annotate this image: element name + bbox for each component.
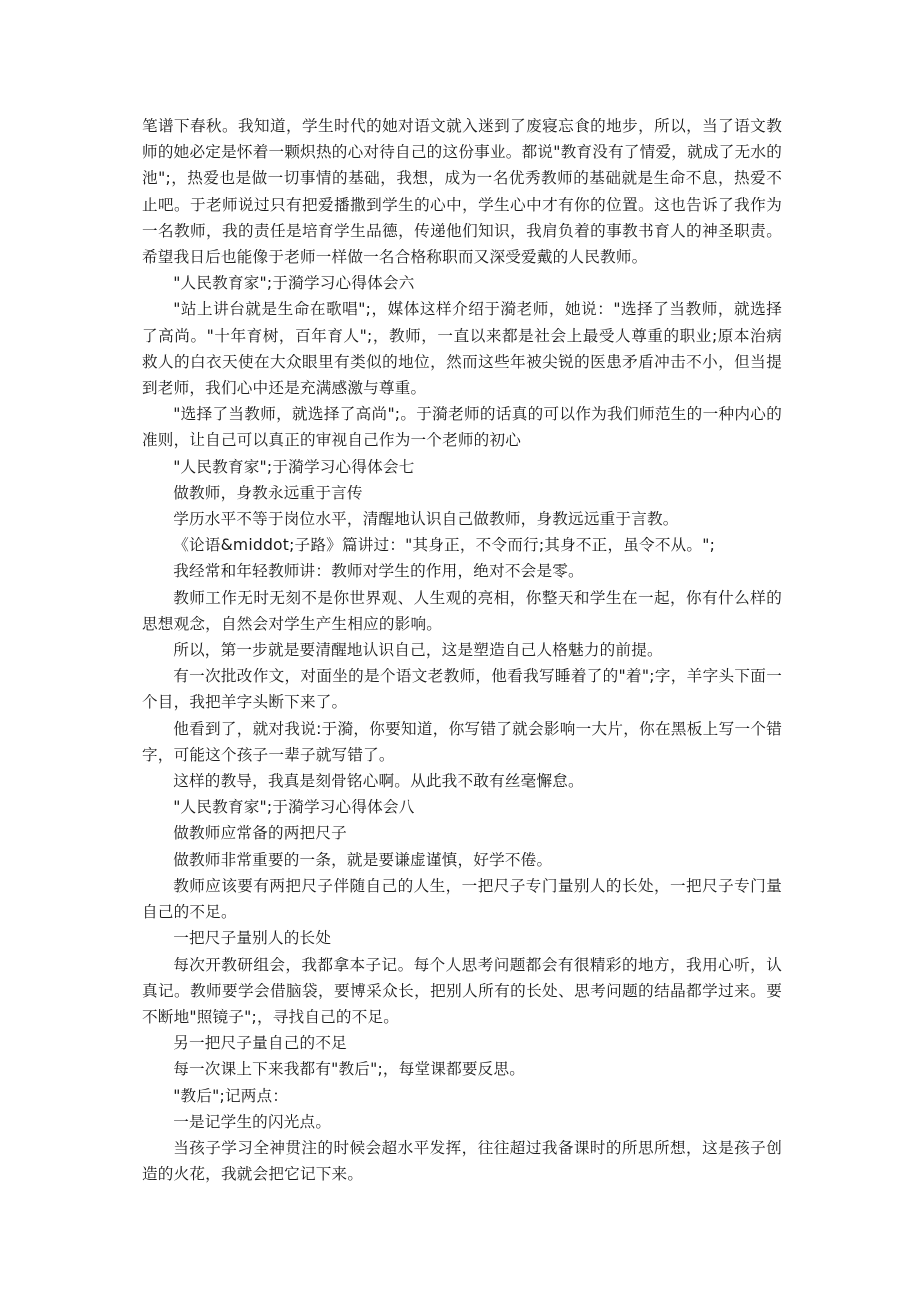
paragraph: 做教师非常重要的一条，就是要谦虚谨慎，好学不倦。 (173, 850, 553, 869)
paragraph: 他看到了，就对我说:于漪，你要知道，你写错了就会影响一大片，你在黑板上写一个错字，可能这个孩子一辈子就写错了。 (142, 719, 782, 764)
sub-heading: 一把尺子量别人的长处 (173, 929, 332, 948)
paragraph: 一是记学生的闪光点。 (173, 1112, 332, 1131)
sub-heading: 做教师应常备的两把尺子 (173, 824, 347, 843)
paragraph: "站上讲台就是生命在歌唱";，媒体这样介绍于漪老师，她说："选择了当教师，就选择了高尚。"十年育树，百年育人";，教师，一直以来都是社会上最受人尊重的职业;原本治病救人的白衣天使在大众眼里有类似的地位，然而这些年被尖锐的医患矛盾冲击不小，但当提到老师，我们心中还是充满感激与尊重。 (142, 300, 782, 398)
paragraph: "选择了当教师，就选择了高尚";。于漪老师的话真的可以作为我们师范生的一种内心的准则，让自己可以真正的审视自己作为一个老师的初心 (142, 405, 782, 450)
paragraph: 当孩子学习全神贯注的时候会超水平发挥，往往超过我备课时的所思所想，这是孩子创造的火花，我就会把它记下来。 (142, 1138, 782, 1184)
paragraph: "教后";记两点： (173, 1086, 289, 1105)
paragraph: 每一次课上下来我都有"教后";，每堂课都要反思。 (173, 1060, 526, 1079)
paragraph: 教师工作无时无刻不是你世界观、人生观的亮相，你整天和学生在一起，你有什么样的思想观念，自然会对学生产生相应的影响。 (142, 588, 782, 633)
section-heading: "人民教育家";于漪学习心得体会六 (173, 274, 415, 293)
paragraph: 笔谱下春秋。我知道，学生时代的她对语文就入迷到了废寝忘食的地步，所以，当了语文教师的她必定是怀着一颗炽热的心对待自己的这份事业。都说"教育没有了情爱，就成了无水的池";，热爱也是做一切事情的基础，我想，成为一名优秀教师的基础就是生命不息，热爱不止吧。于老师说过只有把爱播撒到学生的心中，学生心中才有你的位置。这也告诉了我作为一名教师，我的责任是培育学生品德，传递他们知识，我肩负着的事教书育人的神圣职责。希望我日后也能像于老师一样做一名合格称职而又深受爱戴的人民教师。 (142, 117, 782, 267)
paragraph: 这样的教导，我真是刻骨铭心啊。从此我不敢有丝毫懈怠。 (173, 772, 584, 791)
sub-heading: 另一把尺子量自己的不足 (173, 1034, 347, 1053)
sub-heading: 做教师，身教永远重于言传 (173, 483, 363, 502)
paragraph: 教师应该要有两把尺子伴随自己的人生，一把尺子专门量别人的长处，一把尺子专门量自己的不足。 (142, 876, 782, 922)
section-heading: "人民教育家";于漪学习心得体会七 (173, 457, 415, 476)
paragraph: 每次开教研组会，我都拿本子记。每个人思考问题都会有很精彩的地方，我用心听，认真记。教师要学会借脑袋，要博采众长，把别人所有的长处、思考问题的结晶都学过来。要不断地"照镜子";，寻找自己的不足。 (142, 955, 782, 1026)
paragraph: 《论语&middot;子路》篇讲过："其身正，不令而行;其身不正，虽令不从。"; (173, 536, 716, 555)
paragraph: 有一次批改作文，对面坐的是个语文老教师，他看我写睡着了的"着";字，羊字头下面一个目，我把羊字头断下来了。 (142, 667, 782, 712)
paragraph: 我经常和年轻教师讲：教师对学生的作用，绝对不会是零。 (173, 562, 584, 581)
paragraph: 学历水平不等于岗位水平，清醒地认识自己做教师，身教远远重于言教。 (173, 510, 679, 529)
section-heading: "人民教育家";于漪学习心得体会八 (173, 798, 415, 817)
paragraph: 所以，第一步就是要清醒地认识自己，这是塑造自己人格魅力的前提。 (173, 641, 663, 660)
document-body (142, 113, 782, 1187)
